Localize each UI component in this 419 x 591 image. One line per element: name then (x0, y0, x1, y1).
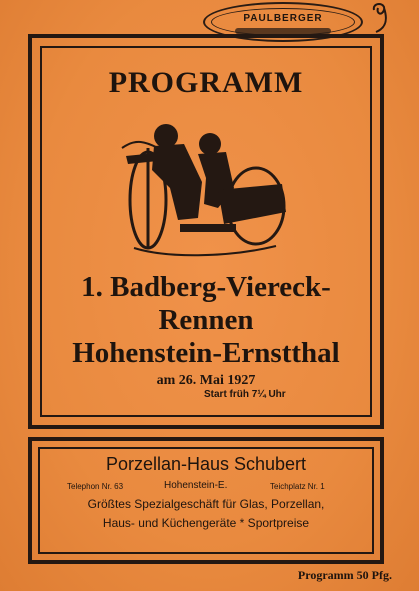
page-title: PROGRAMM (108, 66, 304, 99)
advertiser-phone: Telephon Nr. 63 (67, 482, 124, 491)
race-name-line-2: Rennen (158, 304, 254, 336)
race-name-line-1: 1. Badberg-Viereck- (81, 271, 331, 303)
advertiser-address: Teichplatz Nr. 1 (270, 482, 325, 491)
motorcycle-sidecar-illustration (106, 108, 306, 258)
program-price: Programm 50 Pfg. (297, 568, 392, 582)
race-location: Hohenstein-Ernstthal (72, 337, 340, 369)
handwritten-mark-icon (368, 0, 398, 34)
advertiser-tagline-1: Größtes Spezialgeschäft für Glas, Porzellan, (87, 497, 325, 511)
advertiser-tagline-2: Haus- und Küchengeräte * Sportpreise (102, 516, 310, 530)
start-time: Start früh 7¼ Uhr (204, 389, 286, 400)
advertiser-name: Porzellan-Haus Schubert (105, 454, 307, 474)
stamp-text: PAULBERGER (243, 13, 323, 24)
race-date: am 26. Mai 1927 (156, 373, 256, 388)
advertiser-city: Hohenstein-E. (164, 480, 228, 491)
